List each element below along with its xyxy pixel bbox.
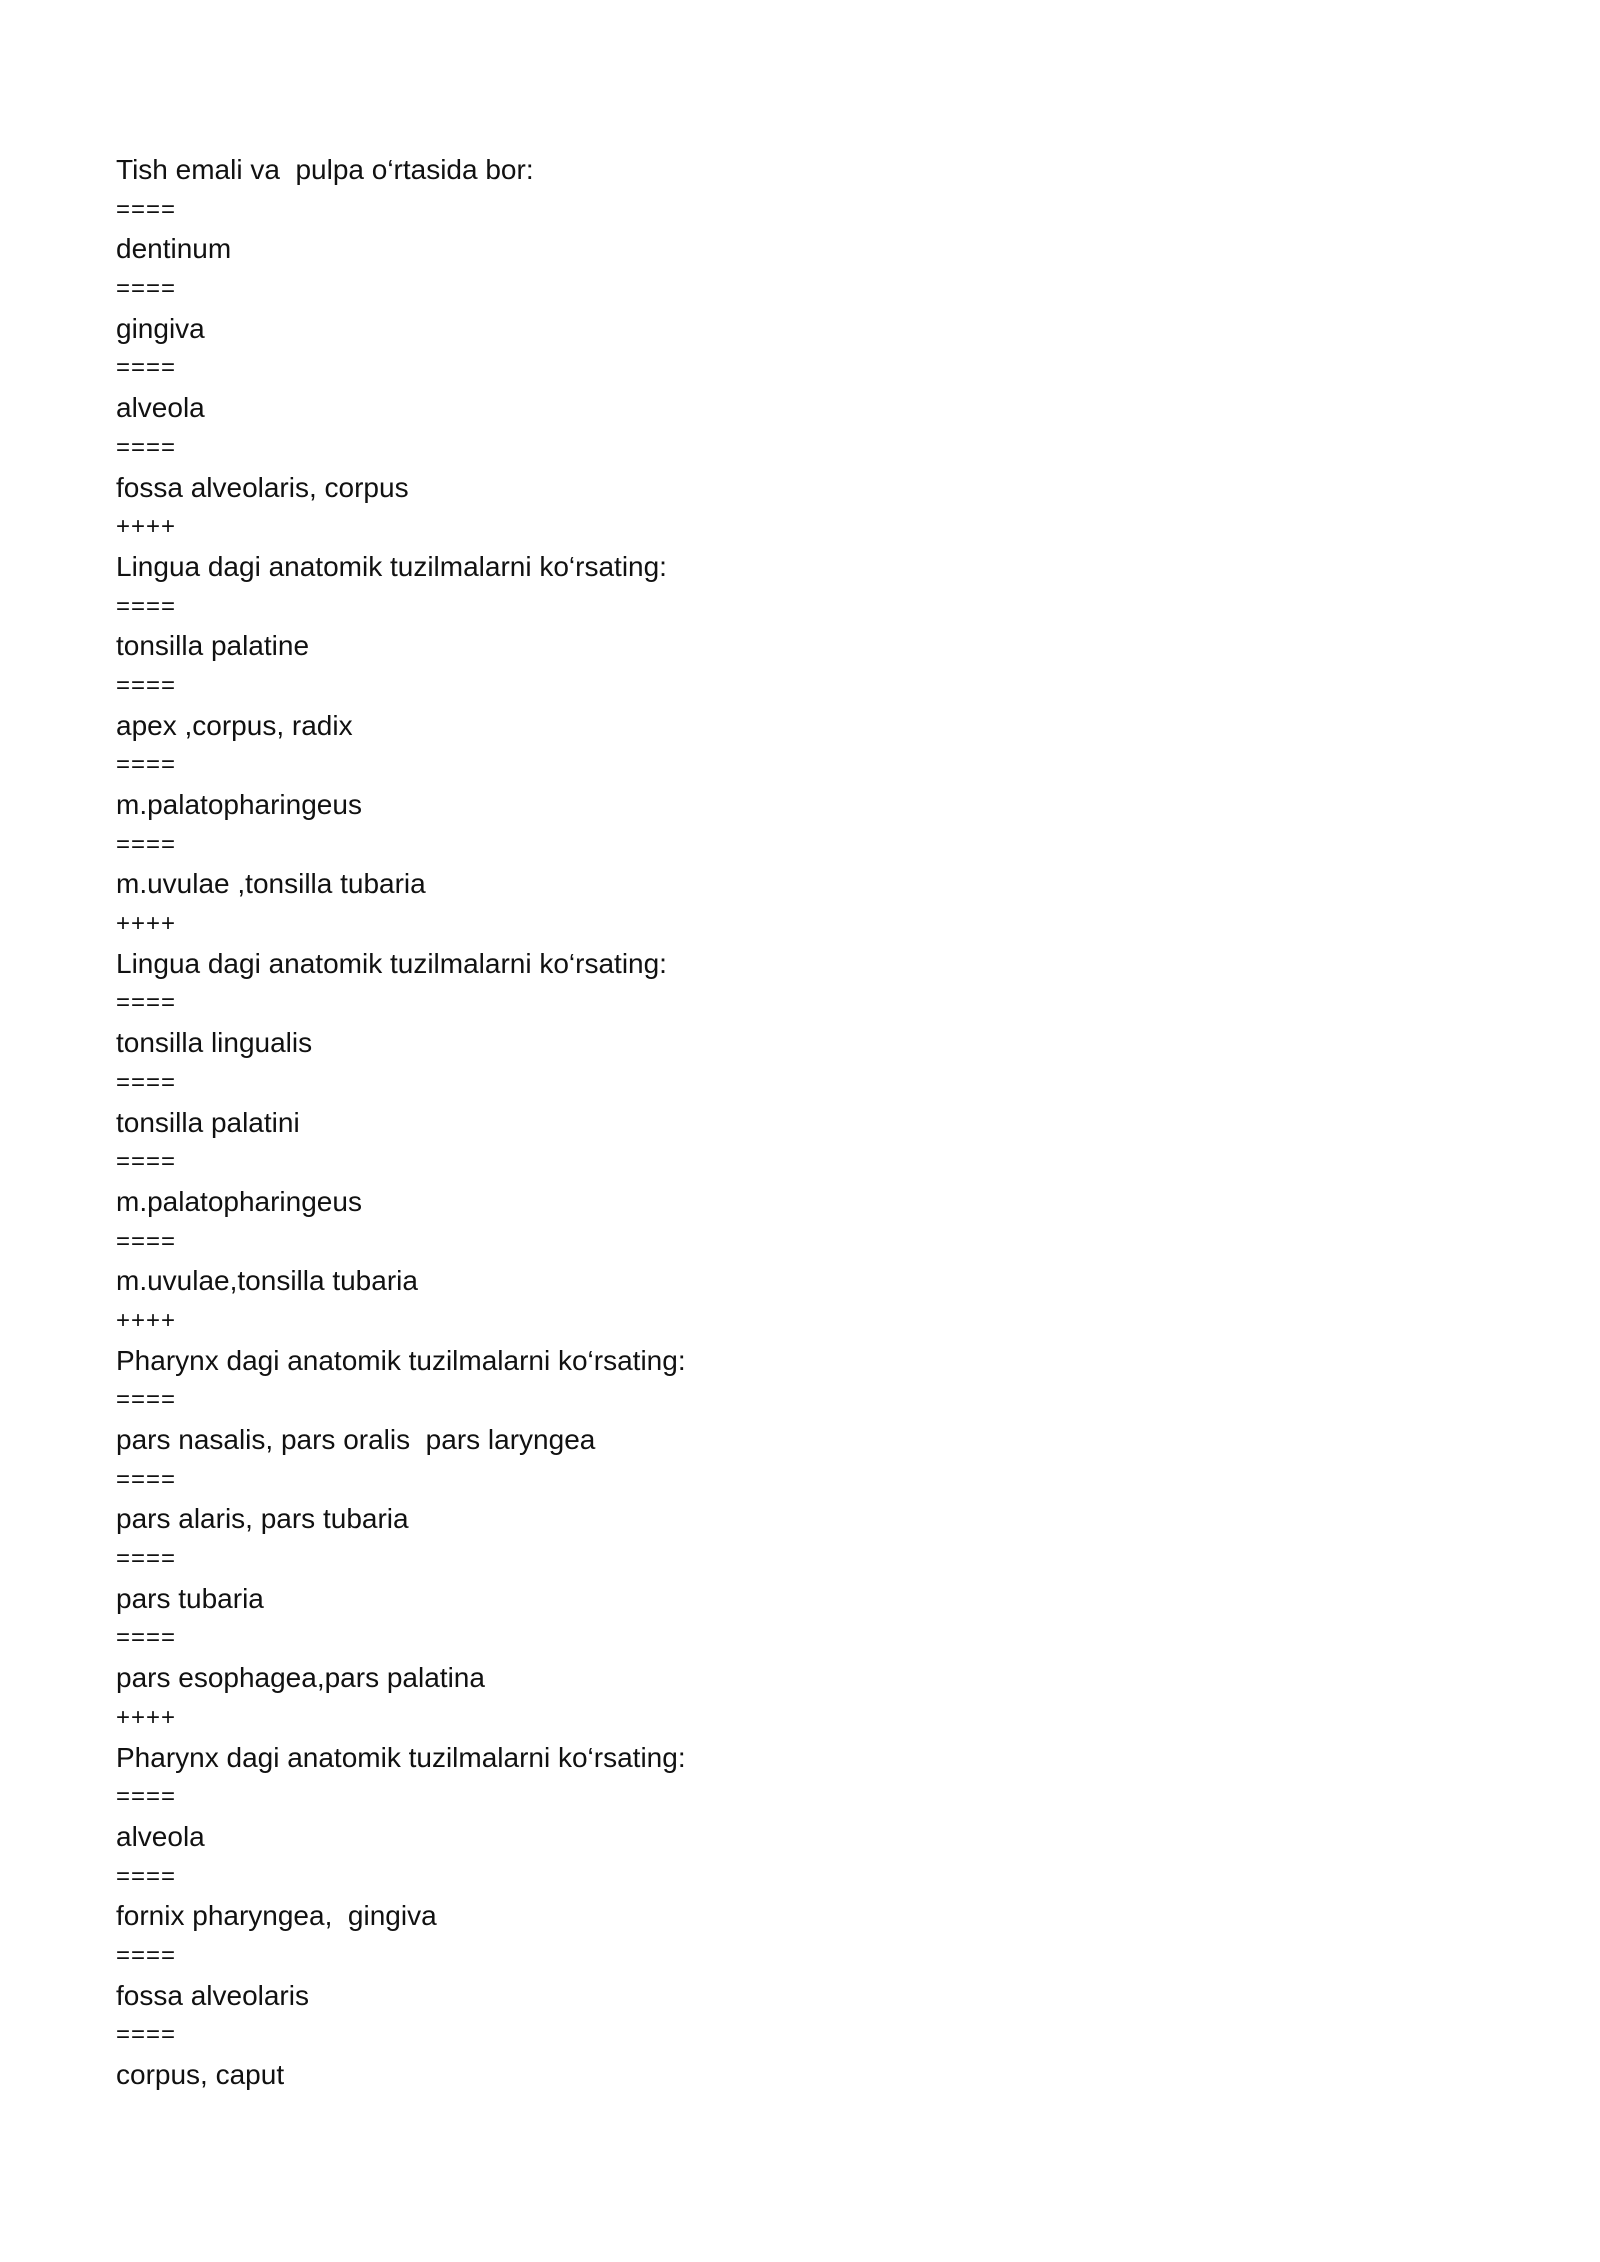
answer-option: corpus, caput — [116, 2059, 285, 2090]
question-separator: ++++ — [116, 910, 177, 938]
answer-option: tonsilla palatine — [116, 630, 310, 662]
question-text: Pharynx dagi anatomik tuzilmalarni ko‘rsating: — [116, 1344, 686, 1376]
option-separator: ==== — [116, 751, 177, 779]
option-separator: ==== — [116, 1783, 177, 1811]
option-separator: ==== — [116, 1862, 177, 1890]
option-separator: ==== — [116, 830, 177, 858]
question-text: Lingua dagi anatomik tuzilmalarni ko‘rsating: — [116, 947, 667, 979]
option-separator: ==== — [116, 1148, 177, 1176]
answer-option: pars esophagea,pars palatina — [116, 1662, 485, 1694]
option-separator: ==== — [116, 1545, 177, 1573]
option-separator: ==== — [116, 354, 177, 382]
option-separator: ==== — [116, 275, 177, 303]
answer-option: m.uvulae,tonsilla tubaria — [116, 1265, 418, 1297]
option-separator: ==== — [116, 1227, 177, 1255]
answer-option: gingiva — [116, 312, 205, 344]
option-separator: ==== — [116, 195, 177, 223]
answer-option: fossa alveolaris, corpus — [116, 471, 409, 503]
option-separator: ==== — [116, 1941, 177, 1969]
answer-option: pars tubaria — [116, 1582, 264, 1614]
answer-option: apex ,corpus, radix — [116, 709, 353, 741]
document-body — [116, 150, 1496, 2095]
option-separator: ==== — [116, 592, 177, 620]
option-separator: ==== — [116, 989, 177, 1017]
answer-option: dentinum — [116, 233, 232, 265]
answer-option: fornix pharyngea, gingiva — [116, 1900, 437, 1932]
answer-option: tonsilla lingualis — [116, 1027, 313, 1059]
answer-option: alveola — [116, 392, 205, 424]
option-separator: ==== — [116, 671, 177, 699]
answer-option: pars nasalis, pars oralis pars laryngea — [116, 1424, 596, 1455]
question-separator: ++++ — [116, 1703, 177, 1731]
answer-option: fossa alveolaris — [116, 1979, 309, 2011]
question-separator: ++++ — [116, 1306, 177, 1334]
option-separator: ==== — [116, 1068, 177, 1096]
question-text: Lingua dagi anatomik tuzilmalarni ko‘rsating: — [116, 550, 667, 582]
answer-option: pars alaris, pars tubaria — [116, 1503, 409, 1535]
answer-option: alveola — [116, 1820, 205, 1852]
question-separator: ++++ — [116, 513, 177, 541]
option-separator: ==== — [116, 1465, 177, 1493]
option-separator: ==== — [116, 1624, 177, 1652]
option-separator: ==== — [116, 2021, 177, 2049]
answer-option: m.palatopharingeus — [116, 1185, 362, 1217]
answer-option: m.uvulae ,tonsilla tubaria — [116, 868, 426, 900]
answer-option: tonsilla palatini — [116, 1106, 300, 1138]
question-text: Tish emali va pulpa o‘rtasida bor: — [116, 154, 534, 185]
answer-option: m.palatopharingeus — [116, 789, 362, 820]
question-text: Pharynx dagi anatomik tuzilmalarni ko‘rsating: — [116, 1741, 686, 1773]
option-separator: ==== — [116, 433, 177, 461]
option-separator: ==== — [116, 1386, 177, 1414]
